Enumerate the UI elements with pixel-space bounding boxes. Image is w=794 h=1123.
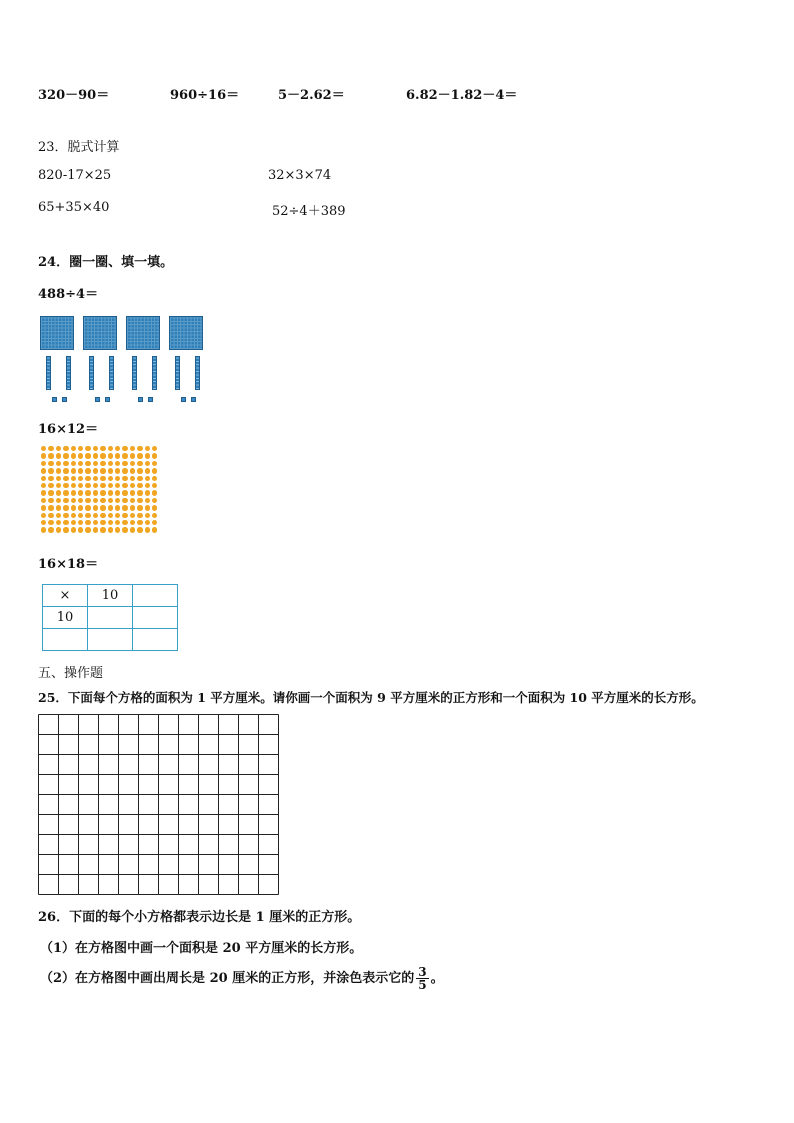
dot xyxy=(100,498,105,503)
dot xyxy=(56,476,61,481)
dot xyxy=(100,505,105,510)
dot xyxy=(48,505,53,510)
dot xyxy=(85,453,90,458)
dot xyxy=(130,520,135,525)
dot xyxy=(85,483,90,488)
dot xyxy=(122,446,127,451)
dot xyxy=(152,461,157,466)
fraction-numerator: 3 xyxy=(418,965,427,979)
dot xyxy=(71,505,76,510)
dot xyxy=(130,527,135,532)
hundred-flat xyxy=(40,316,74,350)
dot xyxy=(115,527,120,532)
ten-rod xyxy=(66,356,71,390)
unit-cube xyxy=(62,397,67,402)
dot xyxy=(85,513,90,518)
fraction-denominator: 5 xyxy=(418,978,427,992)
dot xyxy=(63,476,68,481)
ten-rod xyxy=(175,356,180,390)
dot xyxy=(93,490,98,495)
table-cell[interactable] xyxy=(43,629,88,651)
dot xyxy=(41,468,46,473)
dot xyxy=(145,520,150,525)
dot xyxy=(137,453,142,458)
dot xyxy=(130,490,135,495)
base-ten-blocks xyxy=(40,316,210,406)
dot xyxy=(56,483,61,488)
dot xyxy=(56,446,61,451)
dot xyxy=(115,498,120,503)
dot xyxy=(41,498,46,503)
dot xyxy=(130,498,135,503)
dot xyxy=(145,527,150,532)
dot xyxy=(137,468,142,473)
dot xyxy=(56,453,61,458)
dot xyxy=(56,461,61,466)
dot xyxy=(108,490,113,495)
dot xyxy=(122,461,127,466)
dot xyxy=(78,520,83,525)
dot xyxy=(48,476,53,481)
dot xyxy=(71,453,76,458)
dot xyxy=(93,468,98,473)
dot xyxy=(137,483,142,488)
dot xyxy=(130,513,135,518)
dot xyxy=(130,483,135,488)
dot xyxy=(56,527,61,532)
dot xyxy=(137,446,142,451)
calc-item-3: 5－2.62＝ xyxy=(278,88,345,103)
table-cell[interactable] xyxy=(133,585,178,607)
table-cell: 10 xyxy=(43,607,88,629)
dot xyxy=(41,513,46,518)
dot xyxy=(93,476,98,481)
calc-item-2: 960÷16＝ xyxy=(170,88,240,103)
dot xyxy=(152,446,157,451)
dot xyxy=(145,498,150,503)
dot xyxy=(48,498,53,503)
ten-rod xyxy=(152,356,157,390)
q24-expr-16x12: 16×12＝ xyxy=(38,422,99,437)
dot xyxy=(108,520,113,525)
dot xyxy=(152,490,157,495)
dot xyxy=(85,498,90,503)
dot xyxy=(100,490,105,495)
dot xyxy=(115,513,120,518)
dot xyxy=(137,461,142,466)
dot xyxy=(93,446,98,451)
dot xyxy=(63,520,68,525)
dot xyxy=(145,490,150,495)
dot xyxy=(93,513,98,518)
dot xyxy=(145,483,150,488)
dot xyxy=(93,461,98,466)
dot xyxy=(71,446,76,451)
dot xyxy=(85,468,90,473)
dot xyxy=(122,490,127,495)
dot xyxy=(115,490,120,495)
dot xyxy=(108,453,113,458)
dot xyxy=(71,490,76,495)
dot xyxy=(93,498,98,503)
table-cell[interactable] xyxy=(88,629,133,651)
q23-item-2: 32×3×74 xyxy=(268,168,332,183)
dot xyxy=(108,527,113,532)
q24-title: 24．圈一圈、填一填。 xyxy=(38,255,174,270)
dot xyxy=(71,483,76,488)
dot xyxy=(48,527,53,532)
dot xyxy=(93,505,98,510)
table-cell: × xyxy=(43,585,88,607)
dot xyxy=(78,468,83,473)
dot xyxy=(63,483,68,488)
dot xyxy=(137,520,142,525)
dot xyxy=(63,498,68,503)
dot xyxy=(56,520,61,525)
dot xyxy=(108,483,113,488)
dot xyxy=(100,446,105,451)
dot xyxy=(115,520,120,525)
section-title: 五、操作题 xyxy=(38,666,104,681)
q23-item-4: 52÷4＋389 xyxy=(272,204,346,219)
dot xyxy=(130,468,135,473)
dot xyxy=(71,513,76,518)
dot xyxy=(78,527,83,532)
dot xyxy=(85,490,90,495)
dot xyxy=(93,520,98,525)
dot xyxy=(122,513,127,518)
dot xyxy=(41,476,46,481)
dot xyxy=(115,461,120,466)
ten-rod xyxy=(89,356,94,390)
multiplication-table xyxy=(42,584,178,651)
q26-part2-text: （2）在方格图中画出周长是 20 厘米的正方形，并涂色表示它的 xyxy=(40,971,415,986)
dot xyxy=(152,527,157,532)
calc-item-1: 320－90＝ xyxy=(38,88,110,103)
dot xyxy=(100,520,105,525)
ten-rod xyxy=(195,356,200,390)
dot xyxy=(115,505,120,510)
q26-part2-end: 。 xyxy=(430,971,444,986)
dot xyxy=(78,461,83,466)
hundred-flat xyxy=(169,316,203,350)
dot xyxy=(137,505,142,510)
dot xyxy=(56,505,61,510)
q24-expr-488: 488÷4＝ xyxy=(38,287,99,302)
table-cell: 10 xyxy=(88,585,133,607)
dot xyxy=(108,505,113,510)
table-cell[interactable] xyxy=(88,607,133,629)
calc-item-4: 6.82－1.82－4＝ xyxy=(406,88,518,103)
fraction xyxy=(416,966,428,991)
dot xyxy=(130,446,135,451)
ten-rod xyxy=(46,356,51,390)
q25-title: 25．下面每个方格的面积为 1 平方厘米。请你画一个面积为 9 平方厘米的正方形和一个面积为 10 平方厘米的长方形。 xyxy=(38,690,704,705)
dot xyxy=(108,446,113,451)
dot xyxy=(122,505,127,510)
dot xyxy=(115,446,120,451)
dot xyxy=(152,520,157,525)
dot xyxy=(78,513,83,518)
unit-cube xyxy=(52,397,57,402)
q24-expr-16x18: 16×18＝ xyxy=(38,557,99,572)
dot xyxy=(41,446,46,451)
dot xyxy=(78,498,83,503)
dot xyxy=(137,513,142,518)
dot xyxy=(48,520,53,525)
q26-part2 xyxy=(40,966,444,991)
dot xyxy=(71,476,76,481)
dot xyxy=(122,476,127,481)
dot-array xyxy=(41,446,161,536)
dot xyxy=(56,513,61,518)
dot xyxy=(100,468,105,473)
dot xyxy=(145,468,150,473)
dot xyxy=(78,476,83,481)
dot xyxy=(63,453,68,458)
dot xyxy=(122,498,127,503)
dot xyxy=(137,527,142,532)
dot xyxy=(71,527,76,532)
dot xyxy=(115,476,120,481)
dot xyxy=(152,453,157,458)
dot xyxy=(56,490,61,495)
unit-cube xyxy=(181,397,186,402)
dot xyxy=(115,453,120,458)
unit-cube xyxy=(148,397,153,402)
dot xyxy=(122,453,127,458)
unit-cube xyxy=(138,397,143,402)
dot xyxy=(78,446,83,451)
dot xyxy=(100,527,105,532)
dot xyxy=(48,468,53,473)
dot xyxy=(78,453,83,458)
dot xyxy=(63,468,68,473)
dot xyxy=(115,468,120,473)
dot xyxy=(63,490,68,495)
dot xyxy=(85,461,90,466)
dot xyxy=(71,468,76,473)
dot xyxy=(48,461,53,466)
dot xyxy=(41,520,46,525)
dot xyxy=(78,483,83,488)
dot xyxy=(71,461,76,466)
dot xyxy=(137,490,142,495)
dot xyxy=(48,513,53,518)
dot xyxy=(63,505,68,510)
dot xyxy=(108,498,113,503)
dot xyxy=(63,513,68,518)
dot xyxy=(100,483,105,488)
dot xyxy=(122,468,127,473)
dot xyxy=(71,498,76,503)
q23-title: 23．脱式计算 xyxy=(38,140,120,155)
dot xyxy=(41,527,46,532)
dot xyxy=(152,505,157,510)
dot xyxy=(85,505,90,510)
dot xyxy=(93,527,98,532)
dot xyxy=(63,446,68,451)
dot xyxy=(93,453,98,458)
dot xyxy=(78,505,83,510)
dot xyxy=(41,453,46,458)
dot xyxy=(108,468,113,473)
dot xyxy=(145,461,150,466)
dot xyxy=(130,453,135,458)
dot xyxy=(41,505,46,510)
dot xyxy=(85,476,90,481)
dot xyxy=(71,520,76,525)
hundred-flat xyxy=(126,316,160,350)
dot xyxy=(145,446,150,451)
square-grid[interactable] xyxy=(38,714,280,895)
dot xyxy=(56,468,61,473)
dot xyxy=(145,453,150,458)
dot xyxy=(63,527,68,532)
dot xyxy=(41,461,46,466)
dot xyxy=(130,476,135,481)
dot xyxy=(108,513,113,518)
dot xyxy=(85,520,90,525)
dot xyxy=(130,461,135,466)
dot xyxy=(108,476,113,481)
q26-part1: （1）在方格图中画一个面积是 20 平方厘米的长方形。 xyxy=(40,941,363,956)
dot xyxy=(93,483,98,488)
dot xyxy=(145,513,150,518)
dot xyxy=(85,527,90,532)
dot xyxy=(122,520,127,525)
dot xyxy=(48,446,53,451)
unit-cube xyxy=(95,397,100,402)
q23-item-3: 65+35×40 xyxy=(38,200,110,215)
dot xyxy=(85,446,90,451)
dot xyxy=(108,461,113,466)
dot xyxy=(137,476,142,481)
dot xyxy=(122,527,127,532)
dot xyxy=(56,498,61,503)
dot xyxy=(48,453,53,458)
dot xyxy=(78,490,83,495)
dot xyxy=(100,453,105,458)
q23-item-1: 820-17×25 xyxy=(38,168,112,183)
ten-rod xyxy=(109,356,114,390)
dot xyxy=(152,476,157,481)
dot xyxy=(152,468,157,473)
dot xyxy=(137,498,142,503)
dot xyxy=(122,483,127,488)
dot xyxy=(41,490,46,495)
dot xyxy=(48,483,53,488)
dot xyxy=(100,476,105,481)
unit-cube xyxy=(105,397,110,402)
table-cell[interactable] xyxy=(133,607,178,629)
dot xyxy=(63,461,68,466)
dot xyxy=(145,505,150,510)
dot xyxy=(130,505,135,510)
dot xyxy=(145,476,150,481)
dot xyxy=(115,483,120,488)
unit-cube xyxy=(191,397,196,402)
dot xyxy=(48,490,53,495)
dot xyxy=(152,498,157,503)
dot xyxy=(100,513,105,518)
table-cell[interactable] xyxy=(133,629,178,651)
hundred-flat xyxy=(83,316,117,350)
dot xyxy=(152,483,157,488)
dot xyxy=(100,461,105,466)
dot xyxy=(41,483,46,488)
q26-title: 26．下面的每个小方格都表示边长是 1 厘米的正方形。 xyxy=(38,910,361,925)
ten-rod xyxy=(132,356,137,390)
dot xyxy=(152,513,157,518)
